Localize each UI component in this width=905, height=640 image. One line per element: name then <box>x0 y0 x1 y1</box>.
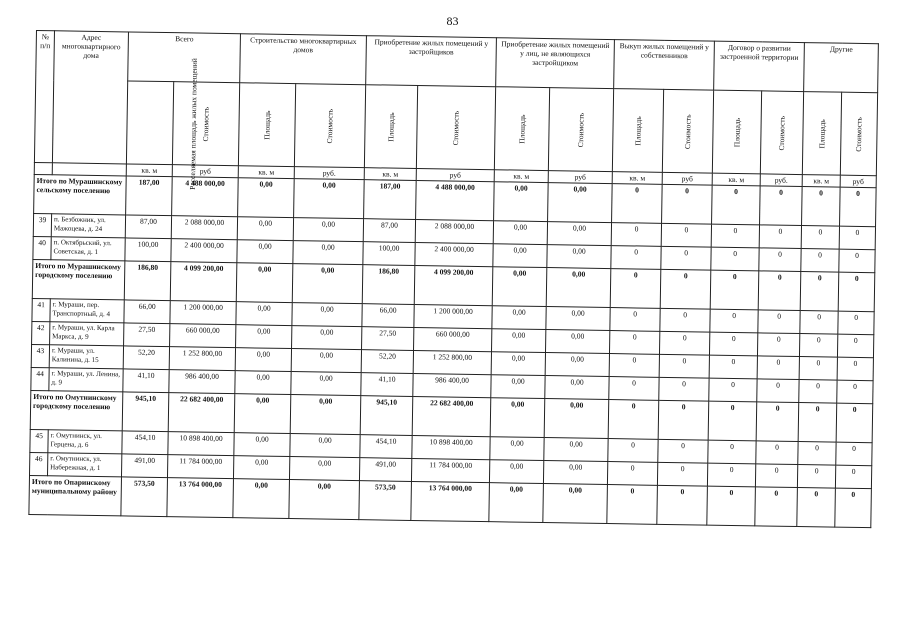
group-header-total: Всего <box>128 32 241 83</box>
value-cell: 0 <box>759 248 801 272</box>
value-cell: 0 <box>610 308 660 332</box>
group-header-territory: Договор о развитии застроенной территории <box>714 41 805 91</box>
value-cell: 0,00 <box>233 479 290 519</box>
value-cell: 0 <box>836 403 873 443</box>
value-cell: 0 <box>799 357 837 381</box>
value-cell: 0 <box>800 311 838 335</box>
value-cell: 945,10 <box>360 396 413 436</box>
value-cell: 0 <box>837 334 873 358</box>
value-cell: 0 <box>836 442 872 466</box>
value-cell: 2 400 000,00 <box>171 239 237 263</box>
value-cell: 0 <box>610 331 660 355</box>
value-cell: 0 <box>760 186 803 226</box>
group-header-other: Другие <box>804 43 879 93</box>
value-cell: 0 <box>757 379 799 403</box>
value-cell: 0 <box>657 462 707 486</box>
value-cell: 660 000,00 <box>170 324 236 348</box>
value-cell: 0,00 <box>490 398 545 438</box>
row-number: 43 <box>31 344 49 367</box>
unit-area: кв. м <box>126 164 172 177</box>
value-cell: 0,00 <box>293 218 363 242</box>
value-cell: 0 <box>712 185 761 225</box>
value-cell: 0,00 <box>291 349 361 373</box>
value-cell: 0 <box>660 308 710 332</box>
value-cell: 986 400,00 <box>413 373 491 397</box>
value-cell: 0,00 <box>546 330 610 354</box>
value-cell: 0 <box>799 380 837 404</box>
value-cell: 0 <box>662 184 713 224</box>
value-cell: 0 <box>798 403 837 443</box>
sub-header-cost: Стоимость <box>416 86 495 170</box>
unit-area: кв. м <box>802 175 840 188</box>
row-address: г. Мураши, ул. Карла Маркса, д. 9 <box>50 322 124 346</box>
value-cell: 41,10 <box>123 369 169 393</box>
value-cell: 0 <box>801 226 839 250</box>
sub-header-resettled-area: Расселяемая площадь жилых помещений <box>126 81 173 165</box>
value-cell: 0,00 <box>545 376 609 400</box>
sub-header-area: Площадь <box>612 89 663 173</box>
value-cell: 0,00 <box>546 268 611 308</box>
row-address: г. Мураши, ул. Ленина, д. 9 <box>49 368 123 392</box>
value-cell: 0,00 <box>294 179 365 219</box>
value-cell: 0 <box>837 380 873 404</box>
unit-rub: руб. <box>760 174 802 187</box>
value-cell: 0,00 <box>292 303 362 327</box>
value-cell: 0 <box>838 272 875 312</box>
row-number: 46 <box>30 452 48 475</box>
row-address: г. Мураши, ул. Калинина, д. 15 <box>49 345 123 369</box>
value-cell: 0 <box>800 272 839 312</box>
value-cell: 0 <box>835 465 871 489</box>
value-cell: 52,20 <box>123 346 169 370</box>
value-cell: 491,00 <box>121 454 167 478</box>
value-cell: 0 <box>708 440 756 464</box>
value-cell: 0,00 <box>289 457 359 481</box>
value-cell: 0 <box>612 184 663 224</box>
value-cell: 0 <box>659 354 709 378</box>
sub-header-cost: Стоимость <box>840 92 877 176</box>
value-cell: 100,00 <box>125 238 171 262</box>
value-cell: 10 898 400,00 <box>412 435 490 459</box>
value-cell: 0 <box>657 485 708 525</box>
value-cell: 0 <box>658 400 709 440</box>
value-cell: 0,00 <box>237 240 293 264</box>
sub-header-cost: Стоимость <box>548 88 613 172</box>
value-cell: 0 <box>802 187 841 227</box>
value-cell: 10 898 400,00 <box>168 432 234 456</box>
value-cell: 0 <box>609 377 659 401</box>
value-cell: 0 <box>758 333 800 357</box>
unit-area: кв. м <box>494 170 548 183</box>
value-cell: 0,00 <box>236 325 292 349</box>
unit-empty <box>34 162 52 174</box>
unit-area: кв. м <box>612 172 662 185</box>
value-cell: 0 <box>798 442 836 466</box>
sub-header-cost: Стоимость <box>294 84 365 168</box>
table-body <box>29 174 876 527</box>
value-cell: 0 <box>758 310 800 334</box>
value-cell: 4 488 000,00 <box>416 180 495 220</box>
value-cell: 0 <box>709 378 757 402</box>
row-number: 39 <box>33 213 51 236</box>
value-cell: 0,00 <box>547 245 611 269</box>
value-cell: 0 <box>607 462 657 486</box>
value-cell: 0,00 <box>238 178 295 218</box>
sub-header-cost: Стоимость <box>760 91 803 175</box>
value-cell: 0 <box>711 247 759 271</box>
value-cell: 0 <box>660 331 710 355</box>
value-cell: 11 784 000,00 <box>167 455 233 479</box>
value-cell: 0,00 <box>545 353 609 377</box>
value-cell: 1 252 800,00 <box>169 347 235 371</box>
value-cell: 22 682 400,00 <box>168 393 235 433</box>
value-cell: 0 <box>660 269 711 309</box>
row-number: 41 <box>32 298 50 321</box>
value-cell: 0 <box>608 439 658 463</box>
value-cell: 0,00 <box>489 483 544 523</box>
unit-rub: руб <box>840 175 876 188</box>
value-cell: 0,00 <box>292 264 363 304</box>
value-cell: 0 <box>609 354 659 378</box>
value-cell: 0,00 <box>494 182 549 222</box>
sub-header-area: Площадь <box>494 87 549 171</box>
value-cell: 0 <box>837 357 873 381</box>
value-cell: 0 <box>611 246 661 270</box>
value-cell: 4 488 000,00 <box>172 177 239 217</box>
value-cell: 186,80 <box>362 265 415 305</box>
value-cell: 0 <box>711 224 759 248</box>
value-cell: 0 <box>840 187 877 227</box>
value-cell: 0 <box>759 225 801 249</box>
value-cell: 0,00 <box>237 217 293 241</box>
value-cell: 0,00 <box>546 307 610 331</box>
value-cell: 0 <box>710 309 758 333</box>
value-cell: 0,00 <box>291 372 361 396</box>
value-cell: 454,10 <box>360 435 412 459</box>
row-address: г. Омутнинск, ул. Набережная, д. 1 <box>48 453 122 477</box>
subtotal-label: Итого по Омутнинскому городскому поселению <box>30 390 123 430</box>
row-number: 40 <box>33 236 51 259</box>
value-cell: 0,00 <box>543 484 608 524</box>
value-cell: 0,00 <box>293 241 363 265</box>
value-cell: 0,00 <box>490 437 544 461</box>
value-cell: 0 <box>708 401 757 441</box>
value-cell: 11 784 000,00 <box>411 458 489 482</box>
value-cell: 945,10 <box>122 392 169 432</box>
table-wrapper <box>28 30 878 528</box>
value-cell: 0 <box>659 377 709 401</box>
value-cell: 0 <box>658 439 708 463</box>
value-cell: 0 <box>707 463 755 487</box>
value-cell: 0,00 <box>235 348 291 372</box>
value-cell: 0,00 <box>491 375 545 399</box>
value-cell: 0 <box>710 332 758 356</box>
value-cell: 2 088 000,00 <box>171 216 237 240</box>
value-cell: 187,00 <box>126 176 173 216</box>
value-cell: 2 088 000,00 <box>415 219 493 243</box>
value-cell: 22 682 400,00 <box>412 396 491 436</box>
value-cell: 0 <box>835 488 872 528</box>
subtotal-label: Итого по Опаринскому муниципальному району <box>29 475 122 515</box>
row-number: 44 <box>31 367 49 390</box>
value-cell: 0 <box>799 334 837 358</box>
value-cell: 0,00 <box>492 267 547 307</box>
value-cell: 491,00 <box>359 458 411 482</box>
row-address: г. Мураши, пер. Транспортный, д. 4 <box>50 299 124 323</box>
group-header-buyout: Выкуп жилых помещений у собственников <box>614 40 715 91</box>
value-cell: 0 <box>838 311 874 335</box>
value-cell: 0 <box>839 249 875 273</box>
value-cell: 0,00 <box>489 460 543 484</box>
group-header-construction: Строительство многоквартирных домов <box>240 34 367 85</box>
value-cell: 454,10 <box>122 431 168 455</box>
value-cell: 1 252 800,00 <box>413 350 491 374</box>
value-cell: 0,00 <box>491 352 545 376</box>
value-cell: 0,00 <box>493 244 547 268</box>
value-cell: 27,50 <box>362 327 414 351</box>
value-cell: 0 <box>758 271 801 311</box>
value-cell: 41,10 <box>361 373 413 397</box>
sub-header-area: Площадь <box>712 90 761 174</box>
value-cell: 87,00 <box>363 219 415 243</box>
value-cell: 0 <box>661 246 711 270</box>
value-cell: 0 <box>707 486 756 526</box>
unit-area: кв. м <box>238 166 294 179</box>
value-cell: 2 400 000,00 <box>415 242 493 266</box>
unit-rub: руб <box>548 171 612 184</box>
unit-area: кв. м <box>364 168 416 181</box>
value-cell: 0,00 <box>234 433 290 457</box>
value-cell: 100,00 <box>363 242 415 266</box>
value-cell: 0 <box>797 465 835 489</box>
resettlement-table <box>28 30 879 528</box>
row-address: г. Омутнинск, ул. Герцена, д. 6 <box>48 430 122 454</box>
value-cell: 186,80 <box>124 261 171 301</box>
sub-header-cost: Стоимость <box>172 82 239 166</box>
row-address: п. Безбожник, ул. Мажоцева, д. 24 <box>51 214 125 238</box>
value-cell: 0,00 <box>289 480 360 520</box>
col-no-header: № п/п <box>34 31 54 163</box>
value-cell: 0 <box>755 464 797 488</box>
value-cell: 0,00 <box>290 434 360 458</box>
value-cell: 0 <box>611 223 661 247</box>
value-cell: 0,00 <box>236 263 293 303</box>
value-cell: 0 <box>757 356 799 380</box>
value-cell: 0,00 <box>233 456 289 480</box>
value-cell: 13 764 000,00 <box>167 478 234 518</box>
unit-rub: руб. <box>294 167 364 180</box>
col-address-header: Адрес многоквартирного дома <box>52 31 128 164</box>
unit-area: кв. м <box>712 173 760 186</box>
value-cell: 0,00 <box>234 394 291 434</box>
sub-header-area: Площадь <box>238 83 295 167</box>
value-cell: 0 <box>801 249 839 273</box>
value-cell: 573,50 <box>359 481 412 521</box>
value-cell: 13 764 000,00 <box>411 481 490 521</box>
value-cell: 660 000,00 <box>414 327 492 351</box>
unit-rub: руб <box>662 172 712 185</box>
value-cell: 187,00 <box>364 180 417 220</box>
value-cell: 1 200 000,00 <box>414 304 492 328</box>
value-cell: 0,00 <box>235 371 291 395</box>
row-address: п. Октябрьский, ул. Советская, д. 1 <box>51 237 125 261</box>
value-cell: 0 <box>797 488 836 528</box>
value-cell: 27,50 <box>124 323 170 347</box>
value-cell: 0,00 <box>543 461 607 485</box>
sub-header-cost: Стоимость <box>662 89 713 173</box>
sub-header-area: Площадь <box>364 85 417 169</box>
value-cell: 0,00 <box>548 183 613 223</box>
value-cell: 0 <box>607 485 658 525</box>
row-number: 45 <box>30 429 48 452</box>
subtotal-label: Итого по Мурашинскому сельскому поселению <box>34 174 127 214</box>
value-cell: 66,00 <box>124 300 170 324</box>
value-cell: 0,00 <box>544 438 608 462</box>
row-number: 42 <box>32 321 50 344</box>
value-cell: 0,00 <box>292 326 362 350</box>
value-cell: 4 099 200,00 <box>170 262 237 302</box>
value-cell: 4 099 200,00 <box>414 265 493 305</box>
value-cell: 986 400,00 <box>169 370 235 394</box>
value-cell: 0,00 <box>493 221 547 245</box>
value-cell: 0,00 <box>492 329 546 353</box>
value-cell: 0 <box>756 402 799 442</box>
value-cell: 0,00 <box>544 399 609 439</box>
group-header-developers: Приобретение жилых помещений у застройщиков <box>366 36 497 87</box>
subtotal-label: Итого по Мурашинскому городскому поселению <box>32 259 125 299</box>
unit-rub: руб <box>172 165 238 178</box>
unit-rub: руб <box>416 168 494 181</box>
value-cell: 0,00 <box>290 395 361 435</box>
value-cell: 0 <box>710 270 759 310</box>
value-cell: 0,00 <box>236 302 292 326</box>
value-cell: 0 <box>839 226 875 250</box>
value-cell: 87,00 <box>125 215 171 239</box>
value-cell: 573,50 <box>121 477 168 517</box>
value-cell: 0,00 <box>492 306 546 330</box>
value-cell: 52,20 <box>361 350 413 374</box>
value-cell: 0 <box>709 355 757 379</box>
group-header-non-developers: Приобретение жилых помещений у лиц, не являющихся застройщиком <box>496 38 615 89</box>
sub-header-area: Площадь <box>802 92 841 176</box>
value-cell: 66,00 <box>362 304 414 328</box>
value-cell: 0 <box>608 400 659 440</box>
value-cell: 0 <box>755 487 798 527</box>
value-cell: 1 200 000,00 <box>170 301 236 325</box>
value-cell: 0 <box>610 269 661 309</box>
value-cell: 0,00 <box>547 222 611 246</box>
value-cell: 0 <box>661 223 711 247</box>
page-number: 83 <box>446 14 459 28</box>
value-cell: 0 <box>756 441 798 465</box>
